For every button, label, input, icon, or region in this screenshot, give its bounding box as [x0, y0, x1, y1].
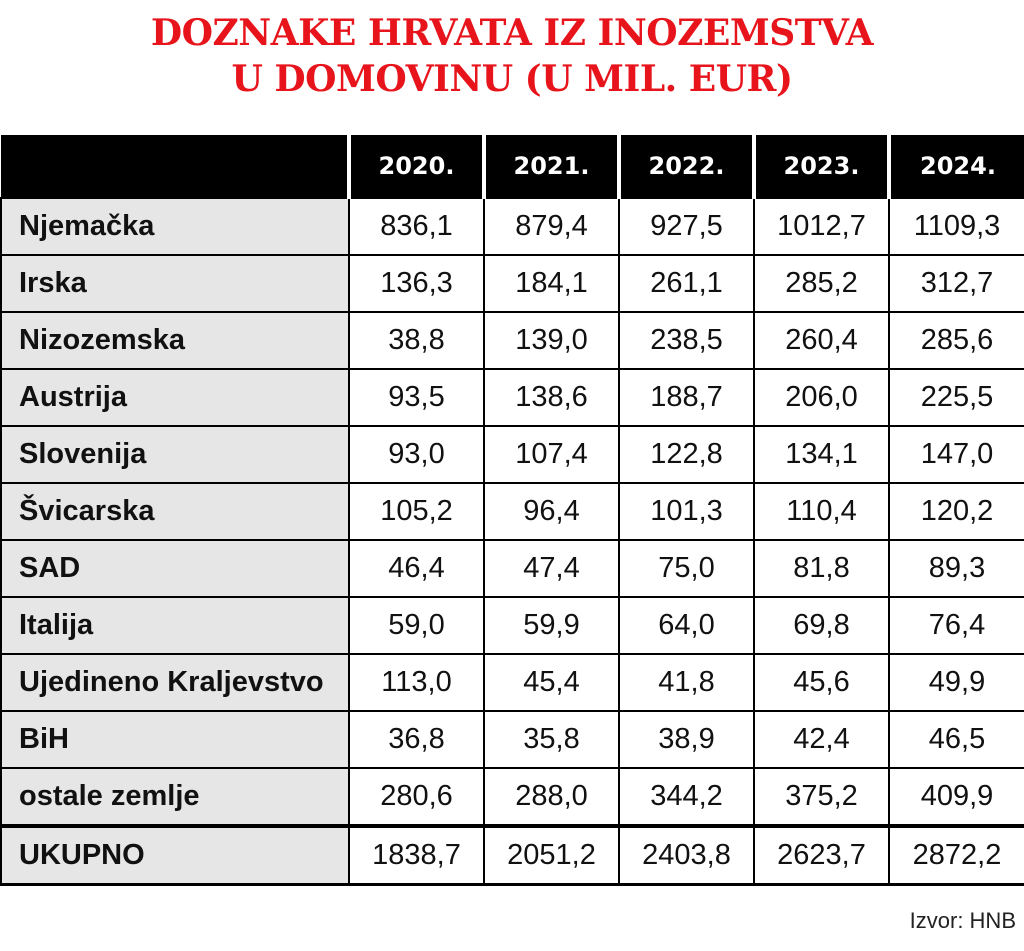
table-body: [1, 198, 1024, 885]
total-value-cell: 2623,7: [754, 826, 889, 885]
value-cell: 375,2: [754, 768, 889, 826]
value-cell: 69,8: [754, 597, 889, 654]
country-name: ostale zemlje: [1, 768, 349, 826]
value-cell: 285,6: [889, 312, 1024, 369]
year-header-2022: 2022.: [619, 135, 754, 198]
value-cell: 45,6: [754, 654, 889, 711]
title-line-1: DOZNAKE HRVATA IZ INOZEMSTVA: [150, 12, 874, 54]
country-name: Ujedineno Kraljevstvo: [1, 654, 349, 711]
table-row: [1, 369, 1024, 426]
table-row: [1, 654, 1024, 711]
value-cell: 42,4: [754, 711, 889, 768]
source-note: Izvor: HNB: [909, 908, 1016, 933]
value-cell: 138,6: [484, 369, 619, 426]
year-header-2024: 2024.: [889, 135, 1024, 198]
value-cell: 59,9: [484, 597, 619, 654]
value-cell: 122,8: [619, 426, 754, 483]
table-row: [1, 597, 1024, 654]
value-cell: 1012,7: [754, 198, 889, 255]
year-header-2023: 2023.: [754, 135, 889, 198]
value-cell: 46,5: [889, 711, 1024, 768]
total-value-cell: 2403,8: [619, 826, 754, 885]
value-cell: 96,4: [484, 483, 619, 540]
total-value-cell: 2051,2: [484, 826, 619, 885]
value-cell: 120,2: [889, 483, 1024, 540]
table-row: [1, 768, 1024, 826]
value-cell: 225,5: [889, 369, 1024, 426]
value-cell: 285,2: [754, 255, 889, 312]
table-row: [1, 711, 1024, 768]
value-cell: 136,3: [349, 255, 484, 312]
value-cell: 280,6: [349, 768, 484, 826]
value-cell: 134,1: [754, 426, 889, 483]
country-name: Nizozemska: [1, 312, 349, 369]
country-name: SAD: [1, 540, 349, 597]
value-cell: 49,9: [889, 654, 1024, 711]
country-name: Švicarska: [1, 483, 349, 540]
value-cell: 344,2: [619, 768, 754, 826]
total-label: UKUPNO: [1, 826, 349, 885]
country-name: Austrija: [1, 369, 349, 426]
table-row: [1, 312, 1024, 369]
value-cell: 47,4: [484, 540, 619, 597]
value-cell: 81,8: [754, 540, 889, 597]
value-cell: 1109,3: [889, 198, 1024, 255]
value-cell: 75,0: [619, 540, 754, 597]
value-cell: 107,4: [484, 426, 619, 483]
value-cell: 879,4: [484, 198, 619, 255]
value-cell: 188,7: [619, 369, 754, 426]
value-cell: 36,8: [349, 711, 484, 768]
value-cell: 238,5: [619, 312, 754, 369]
value-cell: 409,9: [889, 768, 1024, 826]
value-cell: 38,8: [349, 312, 484, 369]
value-cell: 46,4: [349, 540, 484, 597]
country-name: Irska: [1, 255, 349, 312]
value-cell: 312,7: [889, 255, 1024, 312]
year-header-2020: 2020.: [349, 135, 484, 198]
value-cell: 927,5: [619, 198, 754, 255]
total-row: [1, 826, 1024, 885]
header-corner-cell: [1, 135, 349, 198]
country-name: Italija: [1, 597, 349, 654]
value-cell: 93,5: [349, 369, 484, 426]
year-header-2021: 2021.: [484, 135, 619, 198]
value-cell: 89,3: [889, 540, 1024, 597]
value-cell: 64,0: [619, 597, 754, 654]
value-cell: 184,1: [484, 255, 619, 312]
table-row: [1, 255, 1024, 312]
value-cell: 110,4: [754, 483, 889, 540]
value-cell: 206,0: [754, 369, 889, 426]
value-cell: 45,4: [484, 654, 619, 711]
country-name: Njemačka: [1, 198, 349, 255]
value-cell: 38,9: [619, 711, 754, 768]
value-cell: 76,4: [889, 597, 1024, 654]
value-cell: 139,0: [484, 312, 619, 369]
value-cell: 261,1: [619, 255, 754, 312]
title-line-2: U DOMOVINU (U MIL. EUR): [231, 58, 793, 100]
value-cell: 35,8: [484, 711, 619, 768]
total-value-cell: 2872,2: [889, 826, 1024, 885]
value-cell: 260,4: [754, 312, 889, 369]
remittances-table: [0, 135, 1024, 886]
total-value-cell: 1838,7: [349, 826, 484, 885]
chart-title: [0, 10, 1024, 102]
value-cell: 105,2: [349, 483, 484, 540]
value-cell: 93,0: [349, 426, 484, 483]
value-cell: 101,3: [619, 483, 754, 540]
value-cell: 288,0: [484, 768, 619, 826]
header-row: [1, 135, 1024, 198]
country-name: Slovenija: [1, 426, 349, 483]
value-cell: 836,1: [349, 198, 484, 255]
table-row: [1, 483, 1024, 540]
country-name: BiH: [1, 711, 349, 768]
table-row: [1, 198, 1024, 255]
value-cell: 147,0: [889, 426, 1024, 483]
table-row: [1, 540, 1024, 597]
value-cell: 59,0: [349, 597, 484, 654]
table-row: [1, 426, 1024, 483]
value-cell: 113,0: [349, 654, 484, 711]
value-cell: 41,8: [619, 654, 754, 711]
